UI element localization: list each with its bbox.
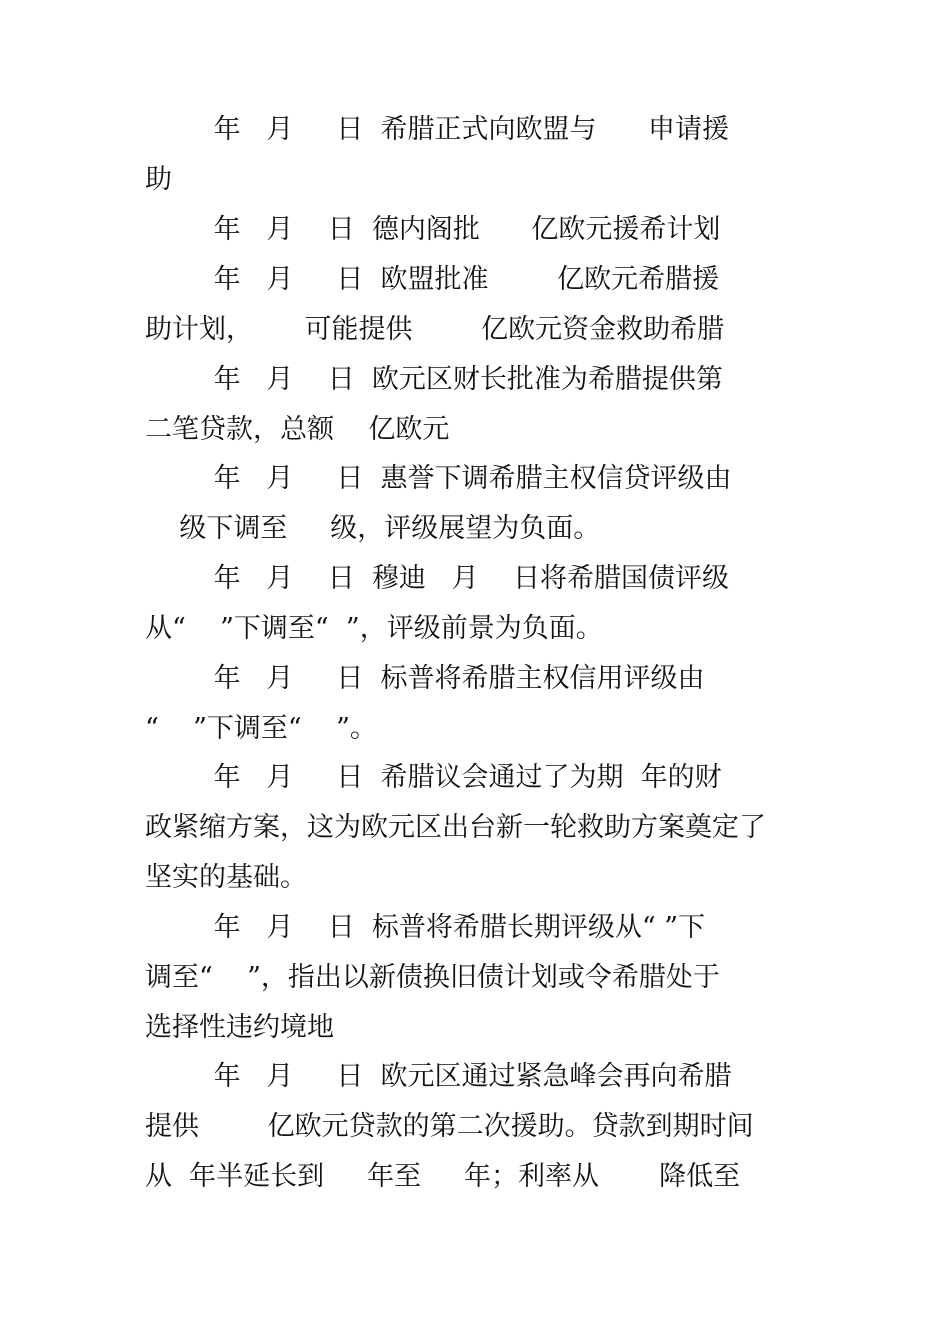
text-line: 年 月 日 标普将希腊长期评级从“ ”下 [145,912,706,943]
text-line: 年 月 日 德内阁批 亿欧元援希计划 [145,214,721,245]
text-line: 坚实的基础。 [145,862,307,893]
text-line: 从“ ”下调至“ ”，评级前景为负面。 [145,613,603,644]
text-line: 年 月 日 欧元区财长批准为希腊提供第 [145,364,723,395]
text-line: 年 月 日 希腊议会通过了为期 年的财 [145,762,722,793]
text-line: “ ”下调至“ ”。 [145,713,377,744]
text-line: 年 月 日 标普将希腊主权信用评级由 [145,663,705,694]
text-line: 政紧缩方案，这为欧元区出台新一轮救助方案奠定了 [145,812,766,843]
text-line: 提供 亿欧元贷款的第二次援助。贷款到期时间 [145,1111,754,1142]
text-line: 助 [145,164,172,195]
text-line: 调至“ ”，指出以新债换旧债计划或令希腊处于 [145,962,720,993]
text-line: 助计划， 可能提供 亿欧元资金救助希腊 [145,314,725,345]
text-line: 年 月 日 欧元区通过紧急峰会再向希腊 [145,1061,732,1092]
text-line: 年 月 日 穆迪 月 日将希腊国债评级 [145,563,729,594]
text-line: 年 月 日 惠誉下调希腊主权信贷评级由 [145,463,732,494]
text-line: 年 月 日 希腊正式向欧盟与 申请援 [145,114,729,145]
text-line: 从 年半延长到 年至 年；利率从 降低至 [145,1161,741,1192]
text-line: 级下调至 级，评级展望为负面。 [145,513,601,544]
text-line: 二笔贷款，总额 亿欧元 [145,414,450,445]
text-line: 年 月 日 欧盟批准 亿欧元希腊援 [145,264,720,295]
text-line: 选择性违约境地 [145,1012,334,1043]
